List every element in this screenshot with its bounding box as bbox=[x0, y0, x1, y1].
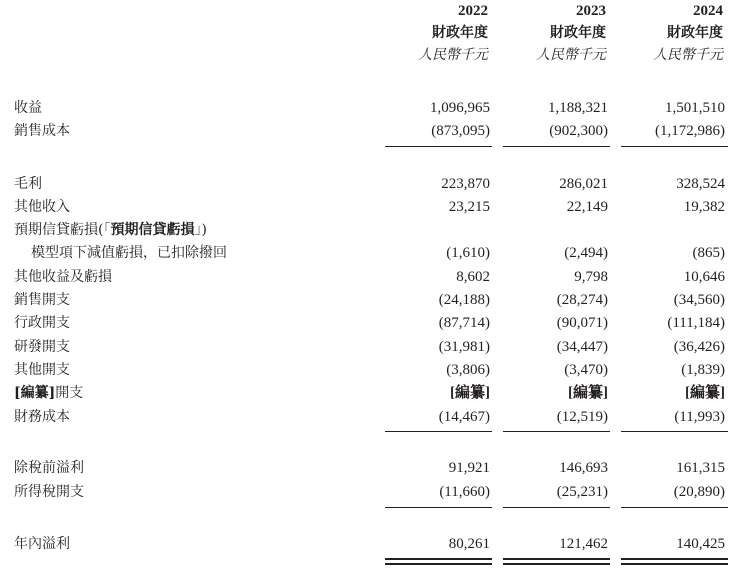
row-cost-of-sales bbox=[0, 120, 732, 143]
row-label: 其他收益及虧損 bbox=[14, 269, 112, 285]
value-2022: (14,467) bbox=[438, 409, 490, 425]
row-label: 銷售開支 bbox=[14, 292, 70, 308]
total-double-rule bbox=[503, 558, 610, 565]
subtotal-rule bbox=[621, 507, 728, 508]
column-header-2024 bbox=[613, 0, 723, 66]
row-label: 模型項下減值虧損，已扣除撥回 bbox=[31, 245, 227, 261]
row-label: 銷售成本 bbox=[14, 123, 70, 139]
value-2022: 23,215 bbox=[448, 199, 490, 215]
row-selling-expenses bbox=[0, 289, 732, 312]
value-2023: (3,470) bbox=[564, 362, 608, 378]
row-label-suffix: 」) bbox=[194, 222, 207, 238]
row-other-expenses bbox=[0, 359, 732, 382]
row-label: 財務成本 bbox=[14, 409, 70, 425]
total-double-rule bbox=[385, 558, 492, 565]
value-2023: (28,274) bbox=[556, 292, 608, 308]
currency-unit-label: 人民幣千元 bbox=[653, 47, 723, 63]
value-2023: 121,462 bbox=[559, 536, 608, 552]
value-2022: (87,714) bbox=[438, 315, 490, 331]
row-other-income bbox=[0, 196, 732, 219]
value-2022: [編纂] bbox=[450, 385, 490, 401]
year-label: 2024 bbox=[693, 3, 723, 19]
subtotal-rule bbox=[503, 507, 610, 508]
subtotal-rule bbox=[503, 146, 610, 147]
fiscal-year-label: 財政年度 bbox=[667, 25, 723, 41]
row-profit-before-tax bbox=[0, 457, 732, 480]
value-2023: 146,693 bbox=[559, 460, 608, 476]
row-rd-expenses bbox=[0, 336, 732, 359]
value-2022: (31,981) bbox=[438, 339, 490, 355]
fiscal-year-label: 財政年度 bbox=[550, 25, 606, 41]
value-2024: 19,382 bbox=[683, 199, 725, 215]
row-other-gains-losses bbox=[0, 266, 732, 289]
subtotal-rule bbox=[385, 507, 492, 508]
row-label bbox=[14, 382, 83, 405]
value-2024: (111,184) bbox=[667, 315, 725, 331]
value-2024: 1,501,510 bbox=[665, 100, 725, 116]
value-2024: (1,172,986) bbox=[655, 123, 725, 139]
currency-unit-label: 人民幣千元 bbox=[418, 47, 488, 63]
row-label: 毛利 bbox=[14, 176, 42, 192]
row-label: 所得稅開支 bbox=[14, 484, 84, 500]
fiscal-year-label: 財政年度 bbox=[432, 25, 488, 41]
value-2022: 80,261 bbox=[448, 536, 490, 552]
currency-unit-label: 人民幣千元 bbox=[536, 47, 606, 63]
value-2023: 286,021 bbox=[559, 176, 608, 192]
total-double-rule bbox=[621, 558, 728, 565]
value-2022: 1,096,965 bbox=[430, 100, 490, 116]
row-label: 研發開支 bbox=[14, 339, 70, 355]
value-2024: [編纂] bbox=[685, 385, 725, 401]
value-2024: (11,993) bbox=[674, 409, 725, 425]
value-2024: 140,425 bbox=[676, 536, 725, 552]
row-gross-profit bbox=[0, 173, 732, 196]
row-profit-for-year bbox=[0, 533, 732, 556]
row-label: 行政開支 bbox=[14, 315, 70, 331]
value-2022: 8,602 bbox=[456, 269, 490, 285]
value-2024: 161,315 bbox=[676, 460, 725, 476]
value-2024: (865) bbox=[692, 245, 725, 261]
value-2023: (12,519) bbox=[556, 409, 608, 425]
row-label: 收益 bbox=[14, 100, 42, 116]
value-2023: [編纂] bbox=[568, 385, 608, 401]
column-header-2022 bbox=[378, 0, 488, 66]
row-label-prefix: 預期信貸虧損(「 bbox=[14, 222, 111, 238]
value-2022: (24,188) bbox=[438, 292, 490, 308]
row-revenue bbox=[0, 97, 732, 120]
row-label-defined-term: 預期信貸虧損 bbox=[110, 222, 195, 238]
value-2024: (34,560) bbox=[673, 292, 725, 308]
row-administrative-expenses bbox=[0, 312, 732, 335]
row-label: 除稅前溢利 bbox=[14, 460, 84, 476]
value-2022: 91,921 bbox=[448, 460, 490, 476]
year-label: 2022 bbox=[458, 3, 488, 19]
value-2024: (20,890) bbox=[673, 484, 725, 500]
value-2024: 328,524 bbox=[676, 176, 725, 192]
value-2022: (873,095) bbox=[431, 123, 490, 139]
subtotal-rule bbox=[621, 431, 728, 432]
value-2022: (11,660) bbox=[439, 484, 490, 500]
value-2023: (34,447) bbox=[556, 339, 608, 355]
year-label: 2023 bbox=[576, 3, 606, 19]
row-label-suffix: 開支 bbox=[55, 385, 84, 401]
row-label bbox=[14, 219, 207, 242]
value-2023: (25,231) bbox=[556, 484, 608, 500]
value-2024: 10,646 bbox=[683, 269, 725, 285]
value-2024: (1,839) bbox=[681, 362, 725, 378]
row-label: 其他收入 bbox=[14, 199, 70, 215]
column-header-2023 bbox=[496, 0, 606, 66]
value-2022: (1,610) bbox=[446, 245, 490, 261]
subtotal-rule bbox=[621, 146, 728, 147]
row-label: 其他開支 bbox=[14, 362, 70, 378]
row-finance-costs bbox=[0, 406, 732, 429]
row-redacted-expenses bbox=[0, 382, 732, 405]
value-2022: 223,870 bbox=[441, 176, 490, 192]
value-2022: (3,806) bbox=[446, 362, 490, 378]
row-label: 年內溢利 bbox=[14, 536, 70, 552]
value-2023: (902,300) bbox=[549, 123, 608, 139]
row-impairment-losses bbox=[0, 242, 732, 265]
value-2023: (2,494) bbox=[564, 245, 608, 261]
subtotal-rule bbox=[385, 431, 492, 432]
subtotal-rule bbox=[385, 146, 492, 147]
value-2023: 22,149 bbox=[566, 199, 608, 215]
row-income-tax bbox=[0, 481, 732, 504]
value-2024: (36,426) bbox=[673, 339, 725, 355]
value-2023: (90,071) bbox=[556, 315, 608, 331]
value-2023: 9,798 bbox=[574, 269, 608, 285]
value-2023: 1,188,321 bbox=[548, 100, 608, 116]
row-label-redacted: [編纂] bbox=[14, 385, 56, 401]
row-ecl-heading bbox=[0, 219, 732, 242]
subtotal-rule bbox=[503, 431, 610, 432]
